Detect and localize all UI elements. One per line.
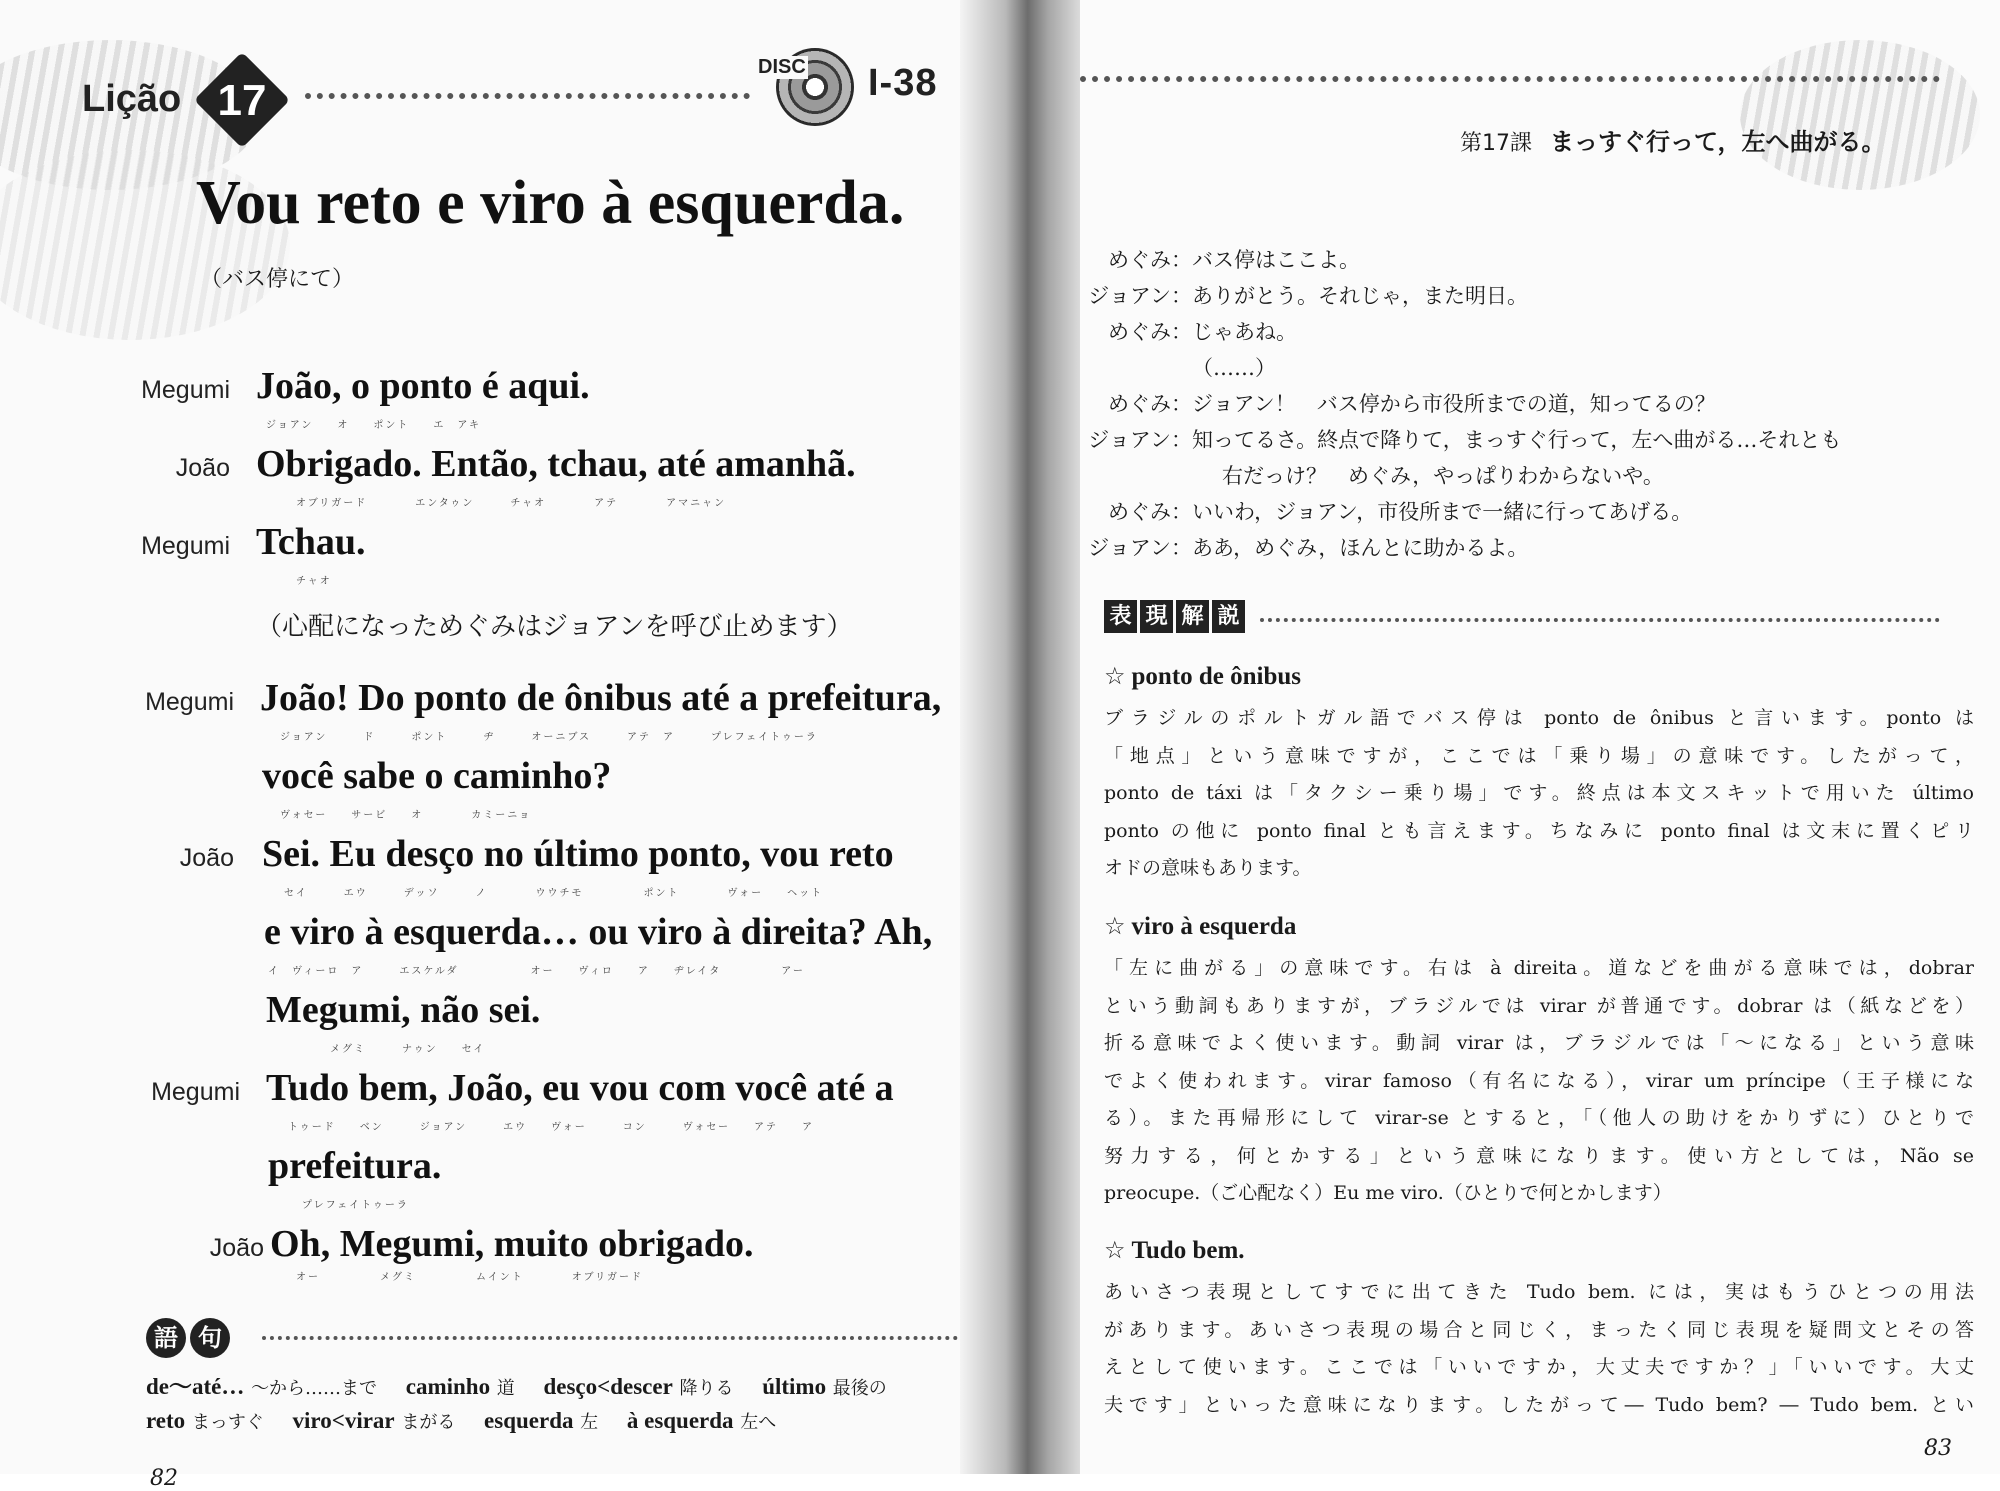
translation-line: 知ってるさ。終点で降りて，まっすぐ行って，左へ曲がる…それとも	[1192, 428, 1842, 452]
note-title: ponto de ônibus	[1131, 663, 1302, 690]
speaker-name: Megumi	[141, 376, 230, 404]
lesson-diamond-icon	[194, 52, 290, 148]
ruby-reading: セイ エウ デッソ ノ ウウチモ ポント ヴォー ヘット	[284, 888, 824, 899]
vocab-row	[146, 1408, 798, 1434]
header-stripe-decoration	[1740, 40, 1980, 190]
scene-note: （バス停にて）	[200, 267, 355, 292]
note-paragraph	[1104, 950, 1974, 1213]
dialogue-line: e viro à esquerda… ou viro à direita? Ah,	[264, 911, 933, 953]
vocab-badge: 語	[146, 1318, 186, 1358]
translation-line: じゃあね。	[1192, 320, 1297, 344]
page-number-left: 82	[150, 1466, 178, 1491]
vocab-gloss: 降りる	[679, 1378, 734, 1399]
dialogue-line: Tudo bem, João, eu vou com você até a	[266, 1067, 894, 1109]
vocab-gloss: 道	[496, 1378, 515, 1399]
header-lesson: 第17課	[1460, 131, 1532, 156]
heading-badge: 表	[1104, 600, 1137, 633]
paragraph-line: ブラジルのポルトガル語でバス停は ponto de ônibus と言います。ponto は	[1104, 707, 1974, 729]
note-title: Tudo bem.	[1131, 1237, 1245, 1264]
paragraph-line: えとして使います。ここでは「いいですか，大丈夫ですか？」「いいです。大丈	[1104, 1356, 1974, 1378]
header-title: まっすぐ行って，左へ曲がる。	[1550, 128, 1886, 156]
heading-badge: 現	[1140, 600, 1173, 633]
translation-speaker: ジョアン：	[1088, 428, 1192, 452]
vocab-term: desço<descer	[543, 1374, 673, 1399]
translation-line: ジョアン！ バス停から市役所までの道，知ってるの？	[1192, 392, 1716, 416]
paragraph-line: 夫です」といった意味になります。したがって― Tudo bem? ― Tudo bem. とい	[1104, 1393, 1974, 1416]
paragraph-line: があります。あいさつ表現の場合と同じく，まったく同じ表現を疑問文とその答	[1104, 1318, 1974, 1341]
paragraph-line: ponto de táxi は「タクシー乗り場」です。終点は本文スキットで用いた último	[1104, 782, 1974, 804]
notes-dotted-rule	[1260, 618, 1940, 622]
speaker-name: João	[175, 454, 230, 482]
vocab-term: esquerda	[484, 1408, 574, 1433]
dialogue-line: João! Do ponto de ônibus até a prefeitura,	[260, 677, 942, 719]
right-page	[1080, 0, 2000, 1474]
ruby-reading: ジョアン オ ポント エ アキ	[266, 420, 481, 431]
header-dotted-rule	[1080, 76, 1940, 82]
translation-speaker: ジョアン：	[1088, 284, 1192, 308]
page-title: Vou reto e viro à esquerda.	[196, 169, 905, 237]
lesson-label: Lição	[82, 78, 182, 120]
speaker-name: João	[179, 844, 234, 872]
vocab-gloss: 左	[580, 1412, 599, 1433]
translation-line: ありがとう。それじゃ，また明日。	[1192, 284, 1528, 308]
note-title: viro à esquerda	[1131, 913, 1297, 940]
ruby-reading: イ ヴィーロ ア エスケルダ オー ヴィロ ア ヂレイタ アー	[268, 966, 805, 977]
lesson-number: 17	[217, 76, 267, 125]
paragraph-line: でよく使われます。virar famoso（有名になる），virar um príncipe（王子様にな	[1104, 1069, 1974, 1092]
star-icon: ☆	[1104, 662, 1126, 690]
dialogue-line: Megumi, não sei.	[266, 989, 541, 1031]
page-number-right: 83	[1924, 1436, 1952, 1461]
vocab-heading	[146, 1318, 234, 1358]
note-paragraph	[1104, 1274, 1974, 1424]
speaker-name: Megumi	[141, 532, 230, 560]
note-heading	[1104, 1236, 1245, 1265]
vocab-term: viro<virar	[292, 1408, 395, 1433]
speaker-name: João	[209, 1234, 264, 1262]
vocab-gloss: まっすぐ	[191, 1412, 264, 1433]
translation-line: ああ，めぐみ，ほんとに助かるよ。	[1192, 536, 1529, 560]
paragraph-line: 折る意味でよく使います。動詞 virar は，ブラジルでは「～になる」という意味	[1104, 1032, 1974, 1054]
dialogue-line: você sabe o caminho?	[262, 755, 612, 797]
book-gutter	[960, 0, 1090, 1474]
paragraph-line: オドの意味もあります。	[1104, 857, 1312, 879]
disc-label: DISC	[758, 56, 806, 78]
dialogue-line: Sei. Eu desço no último ponto, vou reto	[262, 833, 894, 875]
paragraph-line: という動詞もありますが，ブラジルでは virar が普通です。dobrar は（紙などを）	[1104, 994, 1974, 1017]
dialogue-line: prefeitura.	[268, 1145, 442, 1187]
dialogue-line: João, o ponto é aqui.	[256, 365, 590, 407]
ruby-reading: プレフェイトゥーラ	[302, 1200, 409, 1211]
ruby-reading: オブリガード エンタゥン チャオ アテ アマニャン	[296, 498, 727, 509]
track-number: I-38	[868, 62, 938, 104]
translation-line: 右だっけ？ めぐみ，やっぱりわからないや。	[1222, 464, 1664, 488]
ruby-reading: ヴォセー サービ オ カミーニョ	[280, 810, 532, 821]
ruby-reading: トゥード ベン ジョアン エウ ヴォー コン ヴォセー アテ ア	[288, 1122, 814, 1133]
paragraph-line: preocupe.（ご心配なく）Eu me viro.（ひとりで何とかします）	[1104, 1182, 1672, 1204]
vocab-gloss: 左へ	[740, 1412, 777, 1433]
note-heading	[1104, 912, 1296, 941]
translation-line: （……）	[1192, 356, 1276, 380]
ruby-reading: メグミ ナゥン セイ	[330, 1044, 486, 1055]
dialogue-line: Obrigado. Então, tchau, até amanhã.	[256, 443, 856, 485]
translation-speaker: めぐみ：	[1108, 392, 1192, 416]
expression-notes-heading	[1104, 600, 1248, 633]
vocab-term: à esquerda	[626, 1408, 734, 1433]
header-dotted-rule	[305, 93, 750, 99]
running-header	[1460, 122, 1886, 157]
speaker-name: Megumi	[145, 688, 234, 716]
translation-speaker: めぐみ：	[1108, 248, 1192, 272]
heading-badge: 説	[1212, 600, 1245, 633]
ruby-reading: ジョアン ド ポント ヂ オーニブス アテ ア プレフェイトゥーラ	[280, 732, 818, 743]
vocab-gloss: ～から……まで	[251, 1378, 378, 1399]
star-icon: ☆	[1104, 1236, 1126, 1264]
translation-speaker: めぐみ：	[1108, 320, 1192, 344]
vocab-row	[146, 1368, 909, 1401]
vocab-term: caminho	[405, 1374, 491, 1399]
translation-line: バス停はここよ。	[1192, 248, 1360, 272]
dialogue-line: Oh, Megumi, muito obrigado.	[270, 1223, 754, 1265]
translation-line: いいわ，ジョアン，市役所まで一緒に行ってあげる。	[1192, 500, 1693, 524]
paragraph-line: る）。また再帰形にして virar-se とすると，「（他人の助けをかりずに）ひとりで	[1104, 1107, 1974, 1129]
vocab-gloss: まがる	[401, 1412, 456, 1433]
stage-direction: （心配になっためぐみはジョアンを呼び止めます）	[256, 612, 853, 642]
paragraph-line: あいさつ表現としてすでに出てきた Tudo bem. には，実はもうひとつの用法	[1104, 1281, 1974, 1303]
paragraph-line: 「左に曲がる」の意味です。右は à direita。道などを曲がる意味では，dobrar	[1104, 957, 1974, 979]
vocab-term: reto	[146, 1408, 186, 1433]
paragraph-line: 努力する，何とかする」という意味になります。使い方としては，Não se	[1104, 1144, 1974, 1167]
paragraph-line: ponto の他に ponto final とも言えます。ちなみに ponto final は文末に置くピリ	[1104, 819, 1974, 842]
speaker-name: Megumi	[151, 1078, 240, 1106]
vocab-gloss: 最後の	[832, 1378, 887, 1399]
vocab-badge: 句	[190, 1318, 230, 1358]
ruby-reading: オー メグミ ムイント オブリガード	[296, 1272, 643, 1283]
translation-speaker: ジョアン：	[1088, 536, 1192, 560]
note-heading	[1104, 662, 1301, 691]
note-paragraph	[1104, 700, 1974, 888]
ruby-reading: チャオ	[296, 576, 332, 587]
vocab-term: último	[762, 1374, 827, 1399]
paragraph-line: 「地点」という意味ですが，ここでは「乗り場」の意味です。したがって，	[1104, 744, 1974, 767]
star-icon: ☆	[1104, 912, 1126, 940]
vocab-dotted-rule	[262, 1336, 982, 1340]
heading-badge: 解	[1176, 600, 1209, 633]
dialogue-line: Tchau.	[256, 521, 366, 563]
translation-speaker: めぐみ：	[1108, 500, 1192, 524]
vocab-term: de～até…	[146, 1374, 245, 1399]
